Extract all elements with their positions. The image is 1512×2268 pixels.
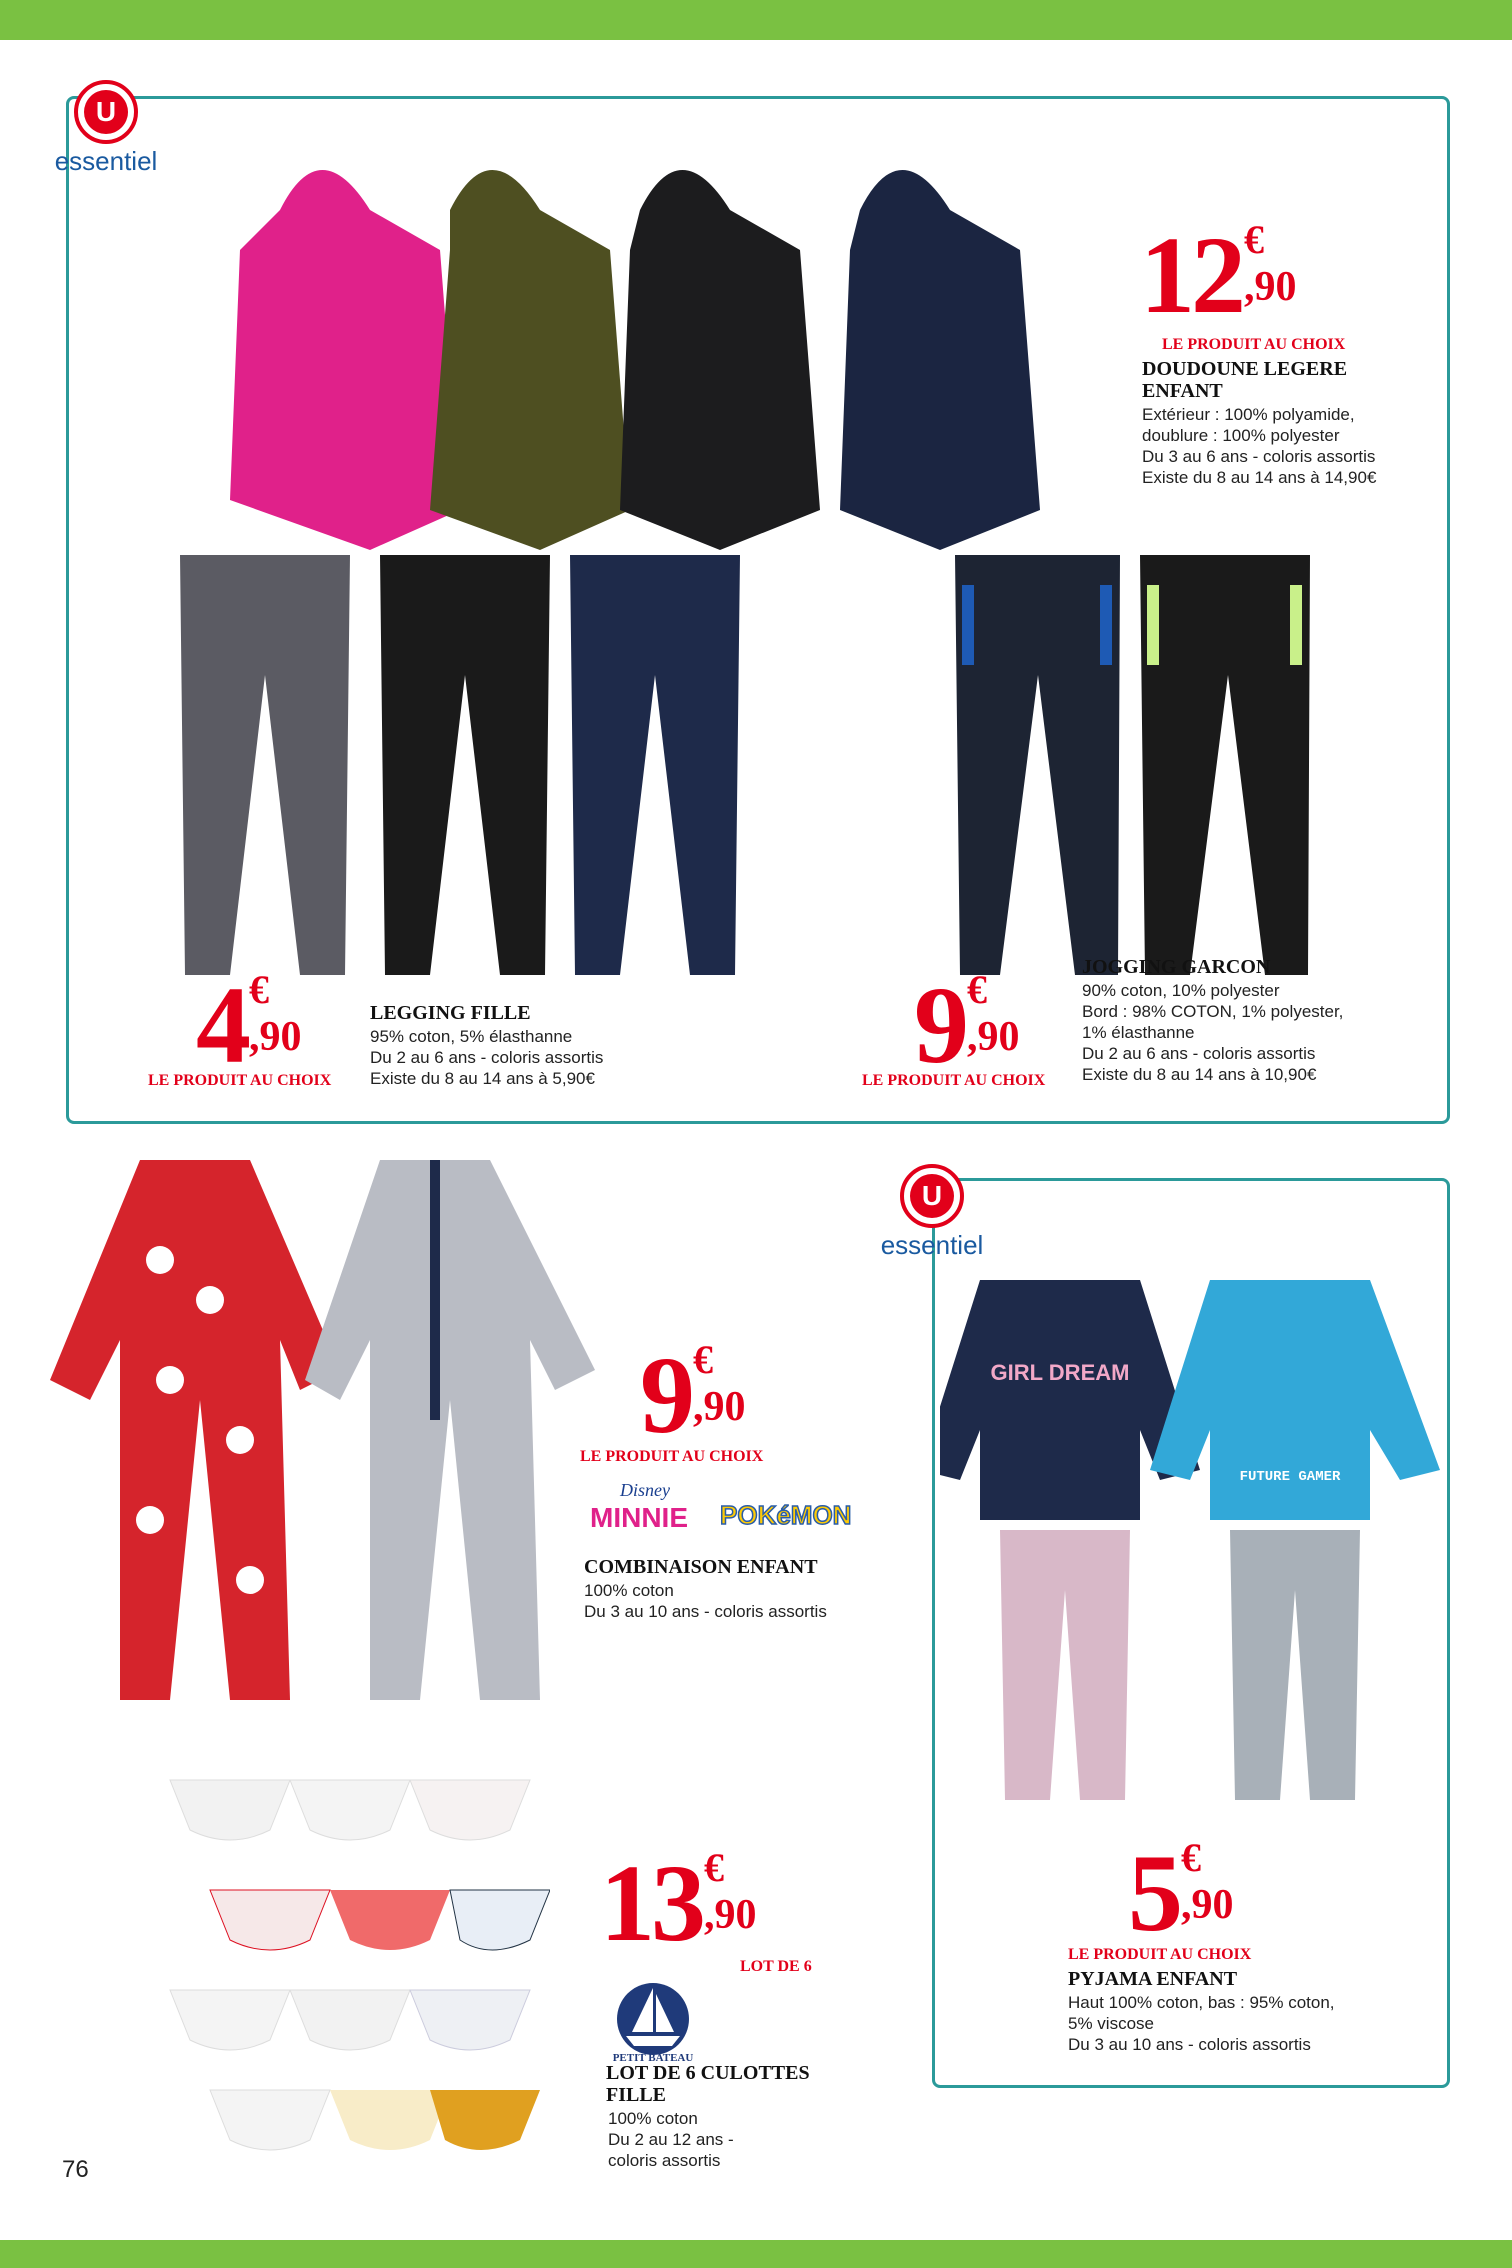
joggings-image [950, 555, 1320, 985]
jogging-title [1082, 956, 1270, 978]
legging-title [370, 1002, 531, 1024]
desc-line: 95% coton, 5% élasthanne [370, 1027, 573, 1046]
price-cents: ,90 [693, 1384, 746, 1430]
price-integer: 9 [640, 1334, 691, 1456]
desc-line: Du 3 au 10 ans - coloris assortis [1068, 2035, 1311, 2054]
minnie-brand: MINNIE [590, 1502, 688, 1533]
pyjama-price [1128, 1832, 1234, 1954]
desc-line: 1% élasthanne [1082, 1023, 1195, 1042]
culottes-title [606, 2062, 810, 2106]
desc-line: Extérieur : 100% polyamide, [1142, 405, 1355, 424]
onesie-pokemon [305, 1160, 595, 1700]
price-currency: € [693, 1337, 713, 1382]
price-currency: € [967, 967, 987, 1012]
price-integer: 4 [196, 964, 247, 1086]
price-integer: 5 [1128, 1832, 1179, 1954]
desc-line: Existe du 8 au 14 ans à 14,90€ [1142, 468, 1377, 487]
jogging-choice-label: LE PRODUIT AU CHOIX [862, 1072, 1046, 1089]
jogging-price [914, 964, 1020, 1086]
title-line: PYJAMA ENFANT [1068, 1968, 1238, 1990]
jacket-pink [230, 170, 460, 550]
desc-line: doublure : 100% polyester [1142, 426, 1340, 445]
culottes-lot-label: LOT DE 6 [740, 1958, 812, 1975]
onesies-image [50, 1140, 610, 1740]
desc-line: Du 3 au 6 ans - coloris assortis [1142, 447, 1376, 466]
culottes-image [160, 1770, 550, 2180]
desc-line: 5% viscose [1068, 2014, 1154, 2033]
combinaison-price [640, 1334, 746, 1456]
price-integer: 13 [600, 1842, 702, 1964]
pyjama-boy [1150, 1280, 1440, 1800]
price-cents: ,90 [704, 1892, 757, 1938]
pyjama-girl [940, 1280, 1200, 1800]
title-line: LOT DE 6 CULOTTES [606, 2062, 810, 2084]
desc-line: 100% coton [608, 2109, 698, 2128]
price-currency: € [249, 967, 269, 1012]
price-cents: ,90 [1181, 1882, 1234, 1928]
petit-bateau-name: PETIT BATEAU [612, 2052, 694, 2064]
brand-logos [590, 1480, 850, 1540]
onesie-minnie [50, 1160, 340, 1700]
petit-bateau-logo [604, 1970, 702, 2068]
catalog-page [0, 40, 1512, 2240]
pyjama-title [1068, 1968, 1237, 1990]
essentiel-logo-pyjama [870, 1164, 994, 1261]
legging-choice-label: LE PRODUIT AU CHOIX [148, 1072, 332, 1089]
desc-line: Haut 100% coton, bas : 95% coton, [1068, 1993, 1335, 2012]
desc-line: Du 2 au 12 ans - [608, 2130, 734, 2149]
price-currency: € [1181, 1835, 1201, 1880]
desc-line: 90% coton, 10% polyester [1082, 981, 1280, 1000]
desc-line: Bord : 98% COTON, 1% polyester, [1082, 1002, 1344, 1021]
legging-price [196, 964, 302, 1086]
price-currency: € [1244, 217, 1264, 262]
jacket-navy [840, 170, 1040, 550]
price-cents: ,90 [1244, 264, 1297, 310]
price-integer: 9 [914, 964, 965, 1086]
page-number: 76 [62, 2156, 89, 2183]
price-currency: € [704, 1845, 724, 1890]
doudoune-choice-label: LE PRODUIT AU CHOIX [1162, 336, 1346, 353]
jacket-khaki [430, 170, 630, 550]
girl-dream-print: GIRL DREAM [990, 1360, 1130, 1385]
title-line: LEGGING FILLE [370, 1002, 531, 1024]
desc-line: coloris assortis [608, 2151, 721, 2170]
desc-line: Du 2 au 6 ans - coloris assortis [1082, 1044, 1316, 1063]
leggings-image [170, 555, 750, 980]
combinaison-choice-label: LE PRODUIT AU CHOIX [580, 1448, 764, 1465]
pokemon-brand: POKéMON [720, 1500, 852, 1530]
desc-line: Du 2 au 6 ans - coloris assortis [370, 1048, 604, 1067]
future-gamer-print: FUTURE GAMER [1239, 1469, 1341, 1485]
price-cents: ,90 [967, 1014, 1020, 1060]
combinaison-title [584, 1556, 818, 1578]
pyjama-description [1068, 1992, 1335, 2055]
title-line: FILLE [606, 2084, 667, 2106]
logo-letter: U [84, 90, 128, 134]
doudoune-description [1142, 404, 1376, 488]
desc-line: Existe du 8 au 14 ans à 10,90€ [1082, 1065, 1317, 1084]
pyjama-choice-label: LE PRODUIT AU CHOIX [1068, 1946, 1252, 1963]
legging-description [370, 1026, 603, 1089]
logo-word: essentiel [880, 1230, 984, 1260]
pyjamas-image [940, 1270, 1440, 1830]
title-line: ENFANT [1142, 380, 1223, 402]
doudoune-title [1142, 358, 1347, 402]
price-integer: 12 [1140, 214, 1242, 336]
essentiel-logo [44, 80, 168, 177]
jogging-description [1082, 980, 1343, 1085]
desc-line: Existe du 8 au 14 ans à 5,90€ [370, 1069, 595, 1088]
jacket-black [620, 170, 820, 550]
disney-brand: Disney [620, 1480, 670, 1500]
price-cents: ,90 [249, 1014, 302, 1060]
combinaison-description [584, 1580, 827, 1622]
doudoune-price [1140, 214, 1297, 336]
desc-line: 100% coton [584, 1581, 674, 1600]
logo-letter: U [910, 1174, 954, 1218]
title-line: COMBINAISON ENFANT [584, 1556, 818, 1578]
logo-word: essentiel [54, 146, 158, 176]
jackets-image [220, 130, 1100, 560]
desc-line: Du 3 au 10 ans - coloris assortis [584, 1602, 827, 1621]
culottes-description [608, 2108, 734, 2171]
title-line: JOGGING GARCON [1082, 956, 1271, 978]
title-line: DOUDOUNE LEGERE [1142, 358, 1348, 380]
culottes-price [600, 1842, 757, 1964]
